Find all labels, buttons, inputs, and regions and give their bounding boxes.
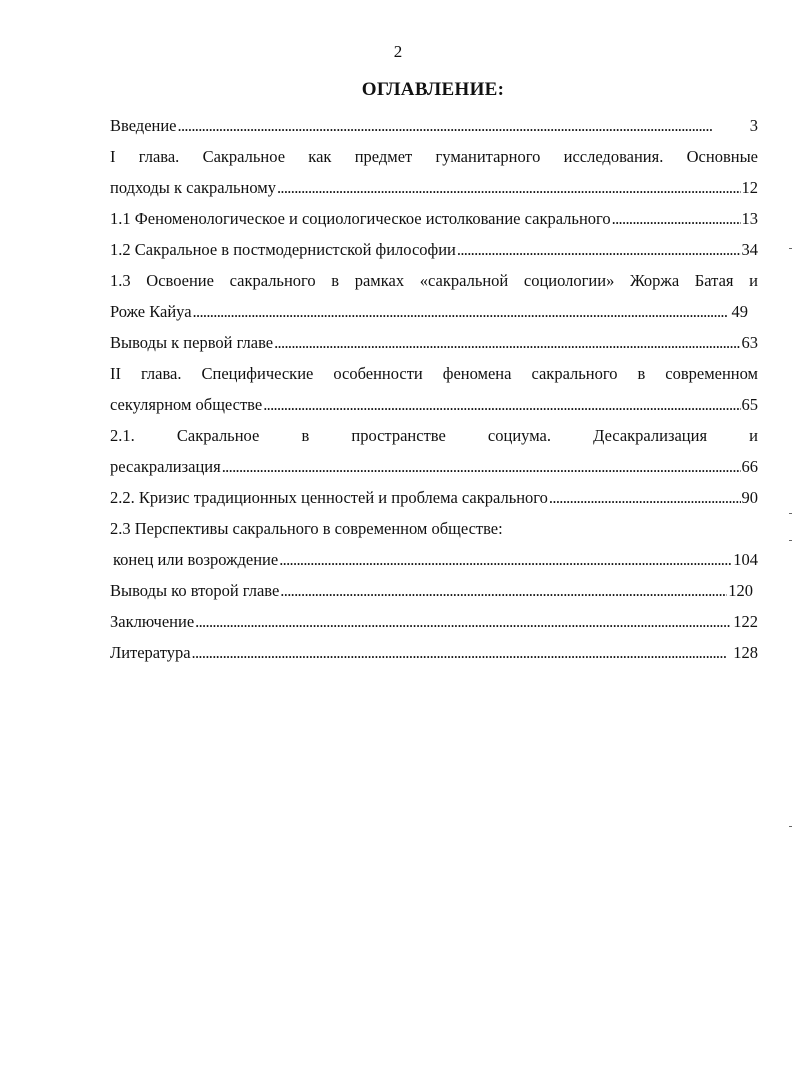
- toc-page: 65: [741, 395, 758, 414]
- toc-page: 66: [741, 457, 758, 476]
- toc-entry-1-2: [110, 234, 758, 265]
- leader-dots: [178, 110, 749, 141]
- table-of-contents: [110, 110, 758, 668]
- toc-label: 1.2 Сакральное в постмодернистской философии: [110, 240, 456, 259]
- toc-page: 49: [731, 302, 748, 321]
- toc-entry-2-2: [110, 482, 758, 513]
- toc-page: 128: [733, 643, 758, 662]
- toc-label-line: 2.1. Сакральное в пространстве социума. Десакрализация и: [110, 426, 758, 445]
- toc-label-line: конец или возрождение: [113, 550, 279, 569]
- leader-dots: [192, 637, 733, 668]
- toc-label: 1.1 Феноменологическое и социологическое истолкование сакрального: [110, 209, 611, 228]
- page-title: ОГЛАВЛЕНИЕ:: [361, 79, 505, 100]
- toc-page: 12: [741, 178, 758, 197]
- leader-dots: [612, 203, 741, 234]
- page-number: 2: [393, 42, 403, 61]
- toc-entry-1-1: [110, 203, 758, 234]
- leader-dots: [549, 482, 741, 513]
- toc-page: 63: [741, 333, 758, 352]
- leader-dots: [277, 172, 741, 203]
- toc-page: 13: [741, 209, 758, 228]
- scan-mark: [789, 540, 792, 541]
- toc-entry-chapter-2: [110, 358, 758, 420]
- toc-label-line: подходы к сакральному: [110, 178, 276, 197]
- toc-label-line: Роже Кайуа: [110, 302, 192, 321]
- leader-dots: [193, 296, 731, 327]
- toc-label-line: II глава. Специфические особенности феномена сакрального в современном: [110, 364, 758, 383]
- toc-entry-conclusion: [110, 606, 758, 637]
- leader-dots: [195, 606, 732, 637]
- leader-dots: [280, 575, 727, 606]
- toc-label: Введение: [110, 116, 177, 135]
- toc-label: Выводы ко второй главе: [110, 581, 280, 600]
- scan-mark: [789, 248, 792, 249]
- toc-page: 122: [733, 612, 758, 631]
- leader-dots: [279, 544, 732, 575]
- toc-entry-2-1: [110, 420, 758, 482]
- toc-entry-intro: [110, 110, 758, 141]
- toc-label-line: ресакрализация: [110, 457, 221, 476]
- toc-page: 3: [749, 116, 758, 135]
- toc-page: 104: [733, 550, 758, 569]
- toc-label-line: секулярном обществе: [110, 395, 263, 414]
- toc-page: 90: [741, 488, 758, 507]
- toc-page: 34: [741, 240, 758, 259]
- toc-entry-conclusion-1: [110, 327, 758, 358]
- scan-mark: [789, 513, 792, 514]
- scan-mark: [789, 826, 792, 827]
- toc-page: 120: [728, 581, 753, 600]
- toc-label: 2.2. Кризис традиционных ценностей и проблема сакрального: [110, 488, 548, 507]
- leader-dots: [457, 234, 741, 265]
- toc-label-line: 1.3 Освоение сакрального в рамках «сакральной социологии» Жоржа Батая и: [110, 271, 758, 290]
- toc-label: Выводы к первой главе: [110, 333, 274, 352]
- leader-dots: [222, 451, 741, 482]
- leader-dots: [274, 327, 740, 358]
- toc-entry-literature: [110, 637, 758, 668]
- toc-entry-1-3: [110, 265, 758, 327]
- toc-label-line: 2.3 Перспективы сакрального в современном обществе:: [110, 519, 503, 538]
- toc-label-line: I глава. Сакральное как предмет гуманитарного исследования. Основные: [110, 147, 758, 166]
- toc-label: Заключение: [110, 612, 195, 631]
- toc-label: Литература: [110, 643, 191, 662]
- leader-dots: [263, 389, 740, 420]
- toc-entry-conclusion-2: [110, 575, 753, 606]
- toc-entry-2-3: [110, 513, 758, 575]
- toc-entry-chapter-1: [110, 141, 758, 203]
